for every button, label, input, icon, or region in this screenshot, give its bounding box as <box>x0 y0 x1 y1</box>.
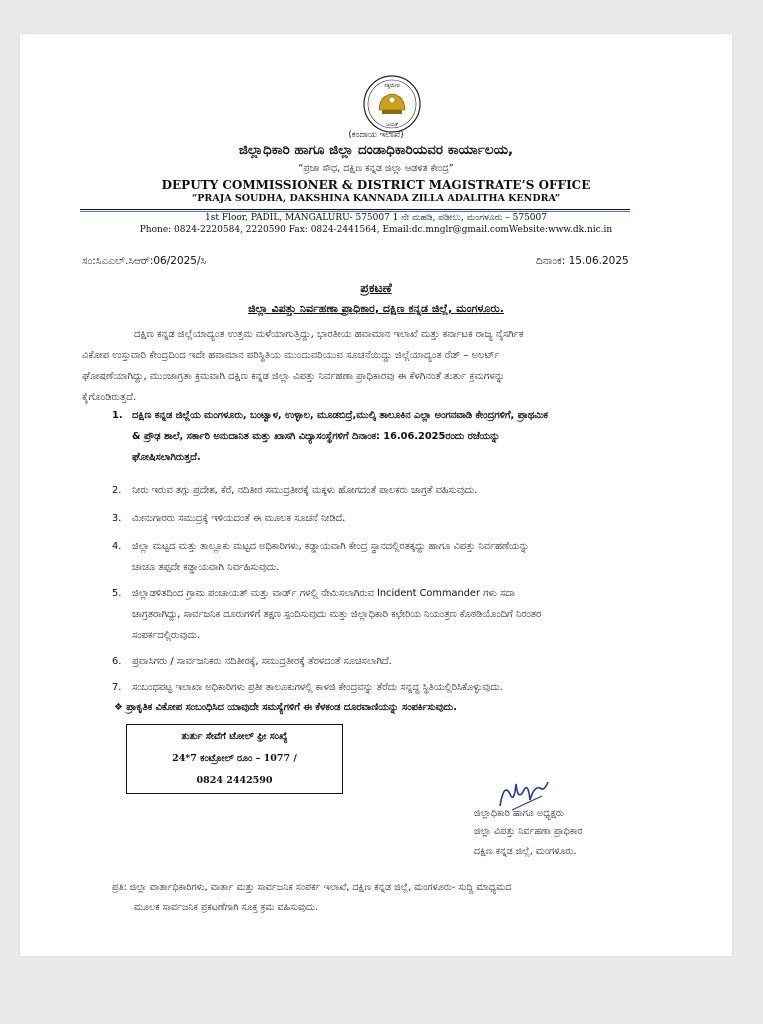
emblem-bottom-text: ಜಯತೆ <box>386 122 398 128</box>
item-number: 6. <box>112 656 122 667</box>
landline-number: 0824 2442590 <box>196 775 273 786</box>
item-line: ಘೋಷಿಸಲಾಗಿರುತ್ತದೆ. <box>132 452 201 463</box>
item-line: ಪ್ರವಾಸಿಗರು / ಸಾರ್ವಜನಿಕರು ನದಿತೀರಕ್ಕೆ, ಸಮುದ್ರತೀರಕ್ಕೆ ತೆರಳದಂತೆ ಸೂಚಿಸಲಾಗಿದೆ. <box>132 656 392 667</box>
signatory-line: ದಕ್ಷಿಣ ಕನ್ನಡ ಜಿಲ್ಲೆ, ಮಂಗಳೂರು. <box>474 846 577 857</box>
reference-number: ಸಂ:ಸಿಎಎಲ್.ಸಿಆರ್:06/2025/ಸಿ <box>82 255 207 267</box>
office-address: 1st Floor, PADIL, MANGALURU- 575007 1 ನೇ ಮಹಡಿ, ಪಡೀಲು, ಮಂಗಳೂರು – 575007 <box>205 213 547 223</box>
item-number: 4. <box>112 541 122 552</box>
office-title-kannada: ಜಿಲ್ಲಾಧಿಕಾರಿ ಹಾಗೂ ಜಿಲ್ಲಾ ದಂಡಾಧಿಕಾರಿಯವರ ಕಾರ್ಯಾಲಯ, <box>238 142 514 158</box>
praja-soudha-english: “PRAJA SOUDHA, DAKSHINA KANNADA ZILLA ADALITHA KENDRA” <box>191 193 561 204</box>
notice-title: ಪ್ರಕಟಣೆ <box>360 280 392 295</box>
office-title-english: DEPUTY COMMISSIONER & DISTRICT MAGISTRATE’S OFFICE <box>161 178 591 192</box>
helpline-note: ❖ ಪ್ರಾಕೃತಿಕ ವಿಕೋಪ ಸಂಬಂಧಿಸಿದ ಯಾವುದೇ ಸಮಸ್ಯೆಗಳಿಗೆ ಈ ಕೆಳಕಂಡ ದೂರವಾಣಿಯನ್ನು ಸಂಪರ್ಕಿಸುವುದು. <box>114 702 457 713</box>
copy-to-line: ಪ್ರತಿ: ಜಿಲ್ಲಾ ವಾರ್ತಾಧಿಕಾರಿಗಳು, ವಾರ್ತಾ ಮತ್ತು ಸಾರ್ವಜನಿಕ ಸಂಪರ್ಕ ಇಲಾಖೆ, ದಕ್ಷಿಣ ಕನ್ನಡ ಜಿಲ್ಲೆ, ಮಂಗಳೂರು- ಸುದ್ದಿ ಮಾಧ್ಯಮದ <box>112 882 512 893</box>
item-number: 3. <box>112 513 122 524</box>
item-line: ನೀರು ಇರುವ ತಗ್ಗು ಪ್ರದೇಶ, ಕೆರೆ, ನದಿತೀರ ಸಮುದ್ರತೀರಕ್ಕೆ ಮಕ್ಕಳು ಹೋಗದಂತೆ ಪಾಲಕರು ಜಾಗ್ರತೆ ವಹಿಸುವುದು. <box>132 485 478 496</box>
signatory-line: ಜಿಲ್ಲಾ ವಿಪತ್ತು ನಿರ್ವಹಣಾ ಪ್ರಾಧಿಕಾರ <box>474 826 583 837</box>
item-number: 5. <box>112 588 122 599</box>
toll-free-box <box>126 724 343 794</box>
signatory-line: ಜಿಲ್ಲಾಧಿಕಾರಿ ಹಾಗೂ ಅಧ್ಯಕ್ಷರು <box>474 808 564 819</box>
item-number: 2. <box>112 485 122 496</box>
intro-line: ಘೋಷಣೆಯಾಗಿದ್ದು, ಮುಂಜಾಗ್ರತಾ ಕ್ರಮವಾಗಿ ದಕ್ಷಿಣ ಕನ್ನಡ ಜಿಲ್ಲಾ ವಿಪತ್ತು ನಿರ್ವಹಣಾ ಪ್ರಾಧಿಕಾರವು ಈ ಕೆಳಗಿನಂತೆ ತುರ್ತು ಕ್ರಮಗಳನ್ನು <box>82 371 505 382</box>
intro-paragraph <box>82 324 668 408</box>
item-line: ಜಿಲ್ಲಾಡಳಿತದಿಂದ ಗ್ರಾಮ ಪಂಚಾಯತ್ ಮತ್ತು ವಾರ್ಡ್ ಗಳಲ್ಲಿ ನೇಮಿಸಲಾಗಿರುವ Incident Commander ಗಳು ಸದಾ <box>132 588 515 599</box>
intro-line: ಕೈಗೊಂಡಿರುತ್ತದೆ. <box>82 392 137 403</box>
notice-date: ದಿನಾಂಕ: 15.06.2025 <box>536 255 629 267</box>
intro-line: ವಿಕೋಪ ಉಸ್ತುವಾರಿ ಕೇಂದ್ರದಿಂದ ಇದೇ ಹವಾಮಾನ ಪರಿಸ್ಥಿತಿಯ ಮುಂದುವರಿಯುವ ಸೂಚನೆಯಿದ್ದು ಜಿಲ್ಲೆಯಾದ್ಯಂತ ರೆಡ್ – ಅಲರ್ಟ್ <box>82 350 500 361</box>
control-room-number: 24*7 ಕಂಟ್ರೋಲ್ ರೂಂ – 1077 / <box>172 753 297 764</box>
item-line: ಸಂಬಂಧಪಟ್ಟ ಇಲಾಖಾ ಅಧಿಕಾರಿಗಳು ಪ್ರತೀ ತಾಲೂಕುಗಳಲ್ಲಿ ಕಾಳಜಿ ಕೇಂದ್ರವನ್ನು ತೆರೆದು ಸನ್ನದ್ಧ ಸ್ಥಿತಿಯಲ್ಲಿರಿಸಿಕೊಳ್ಳುವುದು. <box>132 682 503 693</box>
intro-line: ದಕ್ಷಿಣ ಕನ್ನಡ ಜಿಲ್ಲೆಯಾದ್ಯಂತ ಉತ್ತಮ ಮಳೆಯಾಗುತ್ತಿದ್ದು, ಭಾರತೀಯ ಹವಾಮಾನ ಇಲಾಖೆ ಮತ್ತು ಕರ್ನಾಟಕ ರಾಜ್ಯ ನೈಸರ್ಗಿಕ <box>134 329 524 340</box>
notice-subtitle: ಜಿಲ್ಲಾ ವಿಪತ್ತು ನಿರ್ವಹಣಾ ಪ್ರಾಧಿಕಾರ, ದಕ್ಷಿಣ ಕನ್ನಡ ಜಿಲ್ಲೆ, ಮಂಗಳೂರು. <box>248 302 504 315</box>
item-line: ಚಾಚೂ ತಪ್ಪದೇ ಕಡ್ಡಾಯವಾಗಿ ನಿರ್ವಹಿಸುವುದು. <box>132 562 280 573</box>
header-divider-blue <box>80 211 630 212</box>
praja-soudha-kannada: “ಪ್ರಜಾ ಸೌಧ, ದಕ್ಷಿಣ ಕನ್ನಡ ಜಿಲ್ಲಾ ಆಡಳಿತ ಕೇಂದ್ರ” <box>298 163 454 174</box>
item-line: ಜಾಗ್ರತರಾಗಿದ್ದು, ಸಾರ್ವಜನಿಕ ದೂರುಗಳಿಗೆ ತಕ್ಷಣ ಸ್ಪಂದಿಸುವುದು ಮತ್ತು ಜಿಲ್ಲಾಧಿಕಾರಿ ಕಛೇರಿಯ ನಿಯಂತ್ರಣ ಕೊಠಡಿಯೊಂದಿಗೆ ನಿರಂತರ <box>132 609 542 620</box>
header-divider <box>80 209 630 210</box>
item-line: & ಪ್ರೌಢ ಶಾಲೆ, ಸರ್ಕಾರಿ ಅನುದಾನಿತ ಮತ್ತು ಖಾಸಗಿ ವಿದ್ಯಾಸಂಸ್ಥೆಗಳಿಗೆ ದಿನಾಂಕ: 16.06.2025ರಂದು ರಜೆಯನ್ನು <box>132 431 500 442</box>
karnataka-emblem-icon <box>362 74 422 134</box>
toll-free-title: ತುರ್ತು ಸೇವೆಗೆ ಟೋಲ್ ಫ್ರೀ ಸಂಖ್ಯೆ <box>181 731 288 742</box>
item-line: ದಕ್ಷಿಣ ಕನ್ನಡ ಜಿಲ್ಲೆಯ ಮಂಗಳೂರು, ಬಂಟ್ವಾಳ, ಉಳ್ಳಾಲ, ಮೂಡಬಿದ್ರೆ,ಮುಲ್ಕಿ ತಾಲೂಕಿನ ಎಲ್ಲಾ ಅಂಗನವಾಡಿ ಕೇಂದ್ರಗಳಿಗೆ, ಪ್ರಾಥಮಿಕ <box>132 410 548 421</box>
item-number: 7. <box>112 682 122 693</box>
department-label: (ಕಂದಾಯ ಇಲಾಖೆ) <box>348 130 404 140</box>
copy-to-line: ಮೂಲಕ ಸಾರ್ವಜನಿಕ ಪ್ರಕಟಣೆಗಾಗಿ ಸೂಕ್ತ ಕ್ರಮ ವಹಿಸುವುದು. <box>134 902 319 913</box>
item-line: ಮೀನುಗಾರರು ಸಮುದ್ರಕ್ಕೆ ಇಳಿಯದಂತೆ ಈ ಮೂಲಕ ಸೂಚನೆ ನೀಡಿದೆ. <box>132 513 346 524</box>
item-number: 1. <box>112 410 123 421</box>
document-page <box>20 34 732 956</box>
emblem-top-text: ಸತ್ಯಮೇವ <box>384 83 400 89</box>
item-line: ಸಂಪರ್ಕದಲ್ಲಿರುವುದು. <box>132 630 200 641</box>
office-contact: Phone: 0824-2220584, 2220590 Fax: 0824-2441564, Email:dc.mnglr@gmail.comWebsite:www.dk.nic.in <box>139 225 613 235</box>
item-line: ಜಿಲ್ಲಾ ಮಟ್ಟದ ಮತ್ತು ತಾಲ್ಲೂಕು ಮಟ್ಟದ ಅಧಿಕಾರಿಗಳು, ಕಡ್ಡಾಯವಾಗಿ ಕೇಂದ್ರ ಸ್ಥಾನದಲ್ಲಿರತಕ್ಕದ್ದು ಹಾಗೂ ವಿಪತ್ತು ನಿರ್ವಹಣೆಯನ್ನು <box>132 541 530 552</box>
